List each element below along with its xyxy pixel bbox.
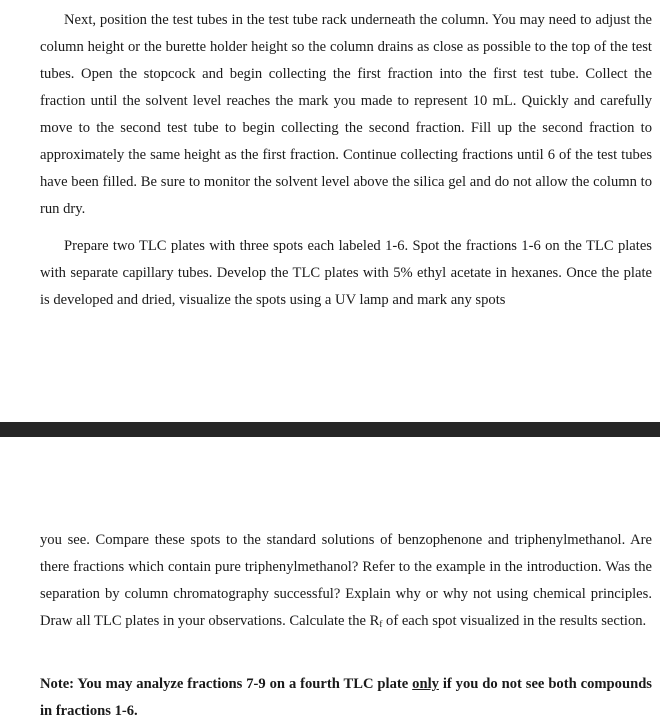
compare-spots-text: you see. Compare these spots to the standard solutions of benzophenone and triphenylmethanol. Are there fractions which contain pure triphenylmethanol? Refer to the example in the introduction. Was the separation by column chromatography successful? Explain why or why not using chemical principles. Draw all TLC plates in your observations. Calculate the R (40, 532, 652, 629)
note-text-end: if you do not see both compounds in fractions 1-6. (40, 676, 652, 719)
compare-spots-text-end: of each spot visualized in the results section. (382, 613, 647, 629)
document-page-bottom (0, 437, 660, 719)
note-emphasis-only: only (412, 676, 439, 692)
rf-subscript: f (379, 619, 383, 629)
procedure-paragraph-tlc-prep: Prepare two TLC plates with three spots each labeled 1-6. Spot the fractions 1-6 on the TLC plates with separate capillary tubes. Develop the TLC plates with 5% ethyl acetate in hexanes. Once the plate is developed and dried, visualize the spots using a UV lamp and mark any spots (40, 238, 652, 308)
procedure-paragraph-compare-spots (40, 527, 652, 635)
note-paragraph (40, 671, 652, 725)
procedure-paragraph-collect-fractions: Next, position the test tubes in the test tube rack underneath the column. You may need to adjust the column height or the burette holder height so the column drains as close as possible to the top of the test tubes. Open the stopcock and begin collecting the first fraction into the first test tube. Collect the fraction until the solvent level reaches the mark you made to represent 10 mL. Quickly and carefully move to the second test tube to begin collecting the second fraction. Fill up the second fraction to approximately the same height as the first fraction. Continue collecting fractions until 6 of the test tubes have been filled. Be sure to monitor the solvent level above the silica gel and do not allow the column to run dry. (40, 12, 652, 217)
page-break-divider (0, 422, 660, 437)
note-text-start: Note: You may analyze fractions 7-9 on a fourth TLC plate (40, 676, 413, 692)
